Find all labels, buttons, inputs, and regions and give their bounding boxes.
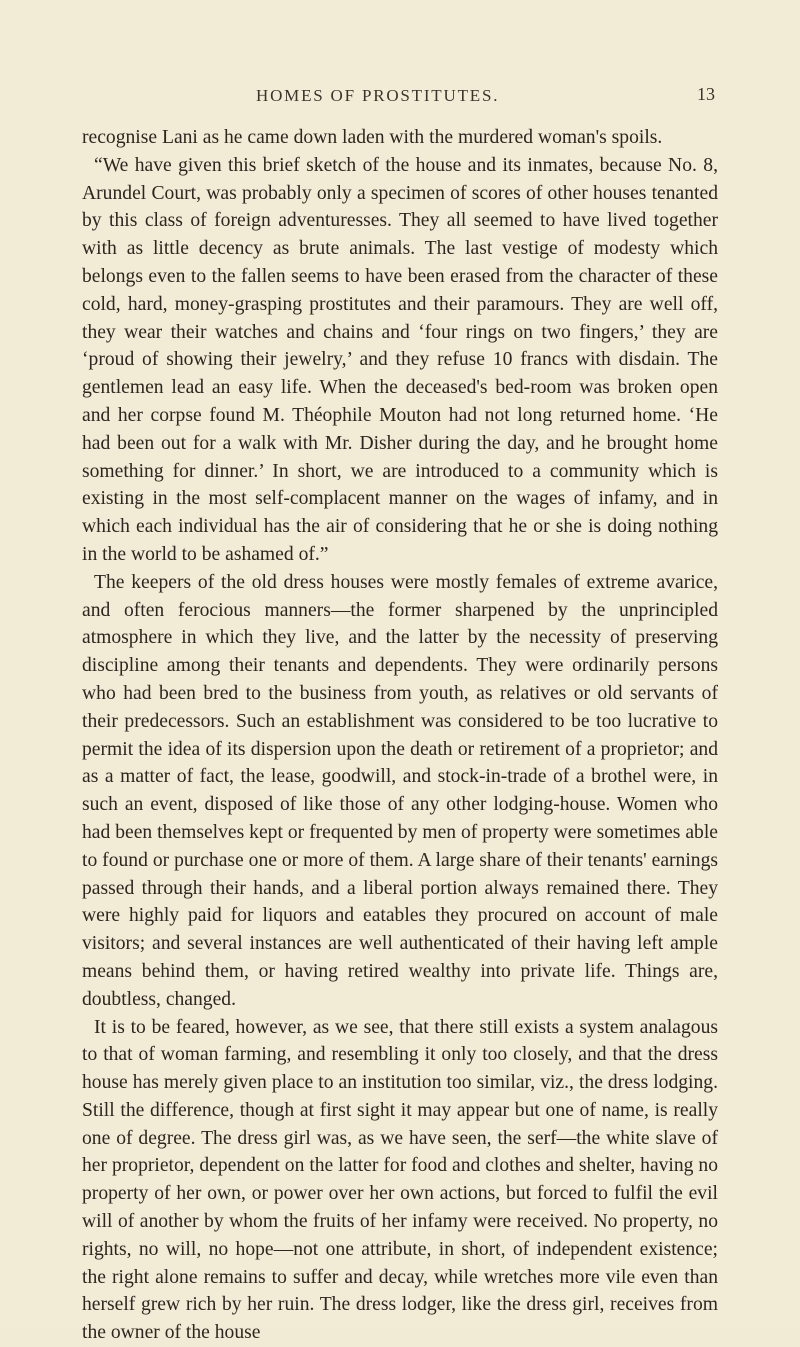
paragraph-quotation: “We have given this brief sketch of the house and its inmates, because No. 8, Arundel Court, was probably only a specimen of scores of other houses tenanted by this class of foreign adventuresses. They all seemed to have lived together with as little decency as brute animals. The last vestige of modesty which belongs even to the fallen seems to have been erased from the character of these cold, hard, money-grasping prostitutes and their paramours. They are well off, they wear their watches and chains and ‘four rings on two fingers,’ they are ‘proud of showing their jewelry,’ and they refuse 10 francs with disdain. The gentlemen lead an easy life. When the deceased's bed-room was broken open and her corpse found M. Théophile Mouton had not long returned home. ‘He had been out for a walk with Mr. Disher during the day, and he brought home something for dinner.’ In short, we are introduced to a community which is existing in the most self-complacent manner on the wages of infamy, and in which each individual has the air of considering that he or she is doing nothing in the world to be ashamed of.” <box>82 152 718 569</box>
paragraph-dress-house-keepers: The keepers of the old dress houses were mostly females of extreme avarice, and often ferocious manners—the former sharpened by the unprincipled atmosphere in which they live, and the latter by the necessity of preserving discipline among their tenants and dependents. They were ordinarily persons who had been bred to the business from youth, as relatives or old servants of their predecessors. Such an establishment was considered to be too lucrative to permit the idea of its dispersion upon the death or retirement of a proprietor; and as a matter of fact, the lease, goodwill, and stock-in-trade of a brothel were, in such an event, disposed of like those of any other lodging-house. Women who had been themselves kept or frequented by men of property were sometimes able to found or purchase one or more of them. A large share of their tenants' earnings passed through their hands, and a liberal portion always remained there. They were highly paid for liquors and eatables they procured on account of male visitors; and several instances are well authenticated of their having left ample means behind them, or having retired wealthy into private life. Things are, doubtless, changed. <box>82 569 718 1014</box>
running-title: HOMES OF PROSTITUTES. <box>256 86 499 106</box>
paragraph-dress-lodging: It is to be feared, however, as we see, that there still exists a system analagous to that of woman farming, and resembling it only too closely, and that the dress house has merely given place to an institution too similar, viz., the dress lodging. Still the difference, though at first sight it may appear but one of name, is really one of degree. The dress girl was, as we have seen, the serf—the white slave of her proprietor, dependent on the latter for food and clothes and shelter, having no property of her own, or power over her own actions, but forced to fulfil the evil will of another by whom the fruits of her infamy were received. No property, no rights, no will, no hope—not one attribute, in short, of independent existence; the right alone remains to suffer and decay, while wretches more vile even than herself grew rich by her ruin. The dress lodger, like the dress girl, receives from the owner of the house <box>82 1014 718 1347</box>
page-number: 13 <box>697 84 715 105</box>
body-text <box>82 124 718 1347</box>
paragraph-continuation: recognise Lani as he came down laden with the murdered woman's spoils. <box>82 124 718 152</box>
